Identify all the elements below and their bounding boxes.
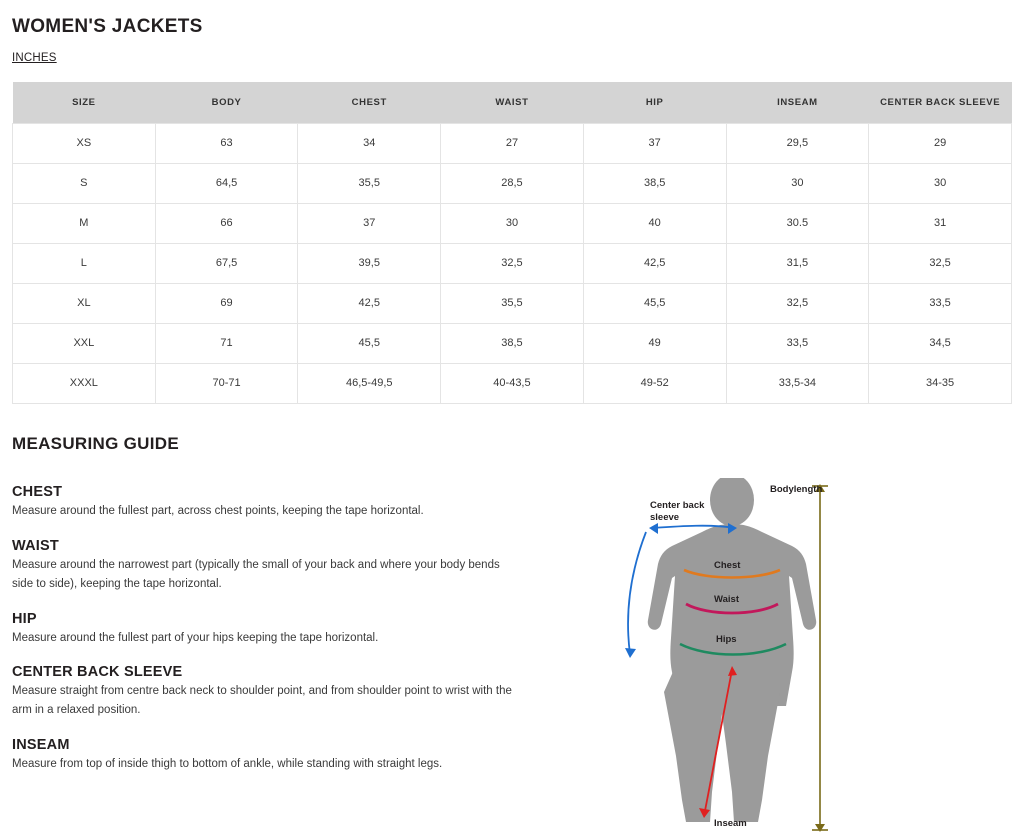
cell-waist: 28,5: [441, 163, 584, 203]
label-inseam: Inseam: [714, 817, 747, 829]
cell-chest: 39,5: [298, 243, 441, 283]
unit-toggle-link[interactable]: INCHES: [12, 52, 57, 64]
size-chart-table: [12, 82, 1012, 404]
column-header-chest: CHEST: [298, 82, 441, 123]
cell-center-back-sleeve: 32,5: [869, 243, 1012, 283]
guide-heading-waist: WAIST: [12, 537, 59, 554]
measuring-guide-title: MEASURING GUIDE: [12, 433, 179, 453]
cell-hip: 42,5: [583, 243, 726, 283]
table-row: [13, 243, 1012, 283]
cell-hip: 38,5: [583, 163, 726, 203]
cell-hip: 37: [583, 123, 726, 163]
cell-inseam: 32,5: [726, 283, 869, 323]
cell-body: 67,5: [155, 243, 298, 283]
label-bodylength: Bodylength: [770, 483, 823, 495]
guide-item-center-back-sleeve: [12, 664, 532, 720]
cell-center-back-sleeve: 33,5: [869, 283, 1012, 323]
measuring-guide-section: [12, 468, 1012, 838]
cell-size: M: [13, 203, 156, 243]
cell-inseam: 33,5: [726, 323, 869, 363]
label-chest: Chest: [714, 559, 741, 571]
guide-item-inseam: [12, 737, 532, 774]
cell-inseam: 30.5: [726, 203, 869, 243]
cell-waist: 27: [441, 123, 584, 163]
cell-chest: 45,5: [298, 323, 441, 363]
page-title: WOMEN'S JACKETS: [12, 16, 203, 37]
table-row: [13, 283, 1012, 323]
table-row: [13, 323, 1012, 363]
cell-body: 63: [155, 123, 298, 163]
cell-size: S: [13, 163, 156, 203]
cell-size: L: [13, 243, 156, 283]
guide-heading-hip: HIP: [12, 610, 37, 627]
cell-chest: 34: [298, 123, 441, 163]
column-header-body: BODY: [155, 82, 298, 123]
cell-center-back-sleeve: 30: [869, 163, 1012, 203]
guide-text-inseam: Measure from top of inside thigh to bottom of ankle, while standing with straight legs.: [12, 758, 443, 771]
cell-inseam: 30: [726, 163, 869, 203]
label-center-back-sleeve-line1: Center back: [650, 499, 705, 511]
guide-text-hip: Measure around the fullest part of your hips keeping the tape horizontal.: [12, 631, 379, 644]
column-header-size: SIZE: [13, 82, 156, 123]
cell-chest: 46,5-49,5: [298, 363, 441, 403]
cell-inseam: 29,5: [726, 123, 869, 163]
table-row: [13, 123, 1012, 163]
cell-center-back-sleeve: 29: [869, 123, 1012, 163]
measuring-guide-list: [12, 468, 532, 792]
cell-center-back-sleeve: 34-35: [869, 363, 1012, 403]
guide-heading-inseam: INSEAM: [12, 737, 70, 754]
cell-size: XL: [13, 283, 156, 323]
column-header-center-back-sleeve: CENTER BACK SLEEVE: [869, 82, 1012, 123]
label-hips: Hips: [716, 633, 737, 645]
cell-center-back-sleeve: 31: [869, 203, 1012, 243]
guide-item-chest: [12, 484, 532, 521]
table-header-row: [13, 82, 1012, 123]
cell-inseam: 33,5-34: [726, 363, 869, 403]
guide-text-center-back-sleeve: Measure straight from centre back neck to shoulder point, and from shoulder point to wrist with the arm in a relaxed position.: [12, 685, 512, 717]
cell-size: XXXL: [13, 363, 156, 403]
column-header-waist: WAIST: [441, 82, 584, 123]
guide-heading-center-back-sleeve: CENTER BACK SLEEVE: [12, 664, 183, 681]
cell-waist: 38,5: [441, 323, 584, 363]
cell-waist: 32,5: [441, 243, 584, 283]
column-header-hip: HIP: [583, 82, 726, 123]
cell-waist: 40-43,5: [441, 363, 584, 403]
bodylength-measure-arrow: [812, 484, 828, 832]
cell-size: XS: [13, 123, 156, 163]
sizing-page: [0, 8, 1024, 838]
cell-waist: 30: [441, 203, 584, 243]
cell-waist: 35,5: [441, 283, 584, 323]
cell-hip: 45,5: [583, 283, 726, 323]
label-center-back-sleeve-line2: sleeve: [650, 511, 680, 523]
cell-size: XXL: [13, 323, 156, 363]
table-row: [13, 203, 1012, 243]
cell-body: 70-71: [155, 363, 298, 403]
cell-hip: 49-52: [583, 363, 726, 403]
cell-chest: 37: [298, 203, 441, 243]
table-row: [13, 363, 1012, 403]
cell-body: 69: [155, 283, 298, 323]
column-header-inseam: INSEAM: [726, 82, 869, 123]
cell-center-back-sleeve: 34,5: [869, 323, 1012, 363]
label-waist: Waist: [714, 593, 739, 605]
cell-inseam: 31,5: [726, 243, 869, 283]
table-row: [13, 163, 1012, 203]
guide-heading-chest: CHEST: [12, 483, 63, 500]
cell-chest: 42,5: [298, 283, 441, 323]
guide-item-hip: [12, 611, 532, 648]
guide-text-chest: Measure around the fullest part, across chest points, keeping the tape horizontal.: [12, 504, 424, 517]
guide-text-waist: Measure around the narrowest part (typically the small of your back and where your body bends side to side), keeping the tape horizontal.: [12, 558, 500, 590]
cell-hip: 49: [583, 323, 726, 363]
cell-hip: 40: [583, 203, 726, 243]
cell-body: 64,5: [155, 163, 298, 203]
cell-chest: 35,5: [298, 163, 441, 203]
cell-body: 66: [155, 203, 298, 243]
body-measurement-diagram: [542, 478, 1002, 838]
guide-item-waist: [12, 538, 532, 594]
cell-body: 71: [155, 323, 298, 363]
